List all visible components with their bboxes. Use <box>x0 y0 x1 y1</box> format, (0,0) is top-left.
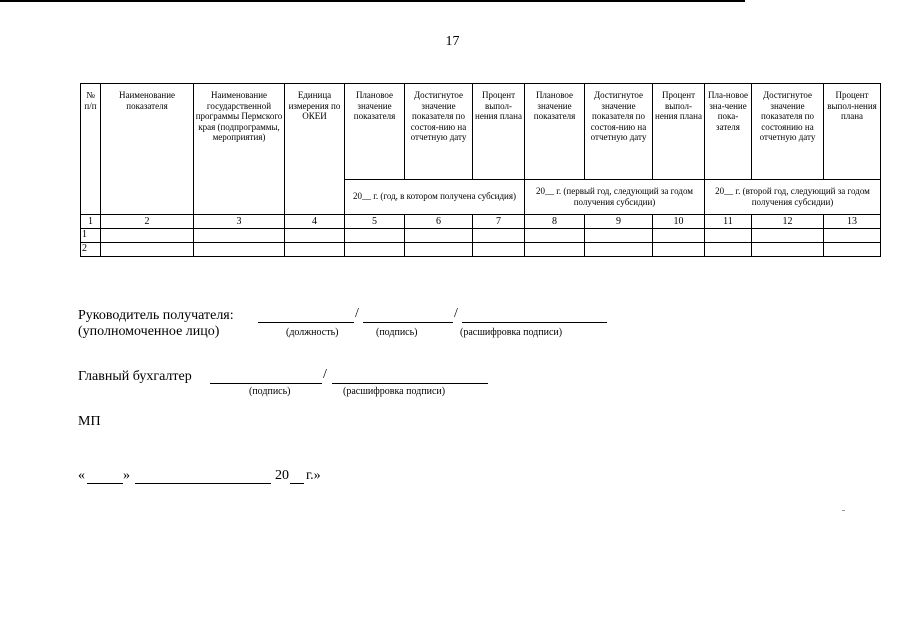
decoding-caption: (расшифровка подписи) <box>460 327 563 338</box>
header-cell-number: № п/п <box>81 84 101 215</box>
column-number: 7 <box>473 214 525 228</box>
slash-separator: / <box>355 306 359 321</box>
table-cell <box>194 242 285 256</box>
table-header-row <box>81 84 881 180</box>
table-cell <box>194 228 285 242</box>
header-cell-achieved-y2: Достигнутое значение показателя по состоя-нию на отчетную дату <box>585 84 653 180</box>
table-cell <box>752 228 824 242</box>
indicators-table <box>80 83 881 257</box>
header-cell-percent-y1: Процент выпол-нения плана <box>473 84 525 180</box>
table-cell <box>101 228 194 242</box>
table-cell <box>345 242 405 256</box>
date-month-line <box>135 483 271 484</box>
date-year: 20 <box>275 468 289 483</box>
year-group-second-year: 20__ г. (второй год, следующий за годом получения субсидии) <box>705 179 881 214</box>
date-close-quote: » <box>123 468 130 483</box>
table-cell <box>585 242 653 256</box>
column-number: 4 <box>285 214 345 228</box>
accountant-signature-line <box>210 383 322 384</box>
table-cell <box>285 228 345 242</box>
column-number: 9 <box>585 214 653 228</box>
table-cell <box>473 228 525 242</box>
table-cell <box>345 228 405 242</box>
accountant-label: Главный бухгалтер <box>78 369 192 384</box>
accountant-decoding-caption: (расшифровка подписи) <box>343 386 446 397</box>
table-cell <box>653 242 705 256</box>
table-row <box>81 242 881 256</box>
table-cell <box>285 242 345 256</box>
slash-separator: / <box>323 367 327 382</box>
date-open-quote: « <box>78 468 85 483</box>
table-cell <box>585 228 653 242</box>
decoding-line <box>462 322 607 323</box>
column-number: 13 <box>824 214 881 228</box>
accountant-decoding-line <box>332 383 488 384</box>
table-cell <box>405 228 473 242</box>
table-cell <box>101 242 194 256</box>
table-cell <box>824 242 881 256</box>
scan-speck <box>842 510 845 511</box>
page-number: 17 <box>445 34 460 49</box>
header-cell-achieved-y3: Достигнутое значение показателя по состоянию на отчетную дату <box>752 84 824 180</box>
header-cell-achieved-y1: Достигнутое значение показателя по состоя-нию на отчетную дату <box>405 84 473 180</box>
top-edge-line <box>0 0 745 2</box>
column-number: 1 <box>81 214 101 228</box>
date-day-line <box>87 483 123 484</box>
table-cell <box>705 228 752 242</box>
year-group-first-year: 20__ г. (первый год, следующий за годом получения субсидии) <box>525 179 705 214</box>
table-row <box>81 228 881 242</box>
column-number: 12 <box>752 214 824 228</box>
date-year-line <box>290 483 304 484</box>
header-cell-plan-y1: Плановое значение показателя <box>345 84 405 180</box>
table-cell <box>525 242 585 256</box>
head-sublabel: (уполномоченное лицо) <box>78 324 220 339</box>
stamp-placeholder: МП <box>78 414 101 429</box>
signature-line <box>363 322 453 323</box>
table-cell <box>473 242 525 256</box>
year-group-subsidy-year: 20__ г. (год, в котором получена субсидия) <box>345 179 525 214</box>
position-caption: (должность) <box>286 327 339 338</box>
column-number: 3 <box>194 214 285 228</box>
slash-separator: / <box>454 306 458 321</box>
column-number: 10 <box>653 214 705 228</box>
header-cell-plan-y2: Плановое значение показателя <box>525 84 585 180</box>
accountant-signature-caption: (подпись) <box>249 386 291 397</box>
header-cell-unit: Единица измерения по ОКЕИ <box>285 84 345 215</box>
position-line <box>258 322 354 323</box>
table-cell <box>824 228 881 242</box>
table-cell <box>525 228 585 242</box>
column-number: 11 <box>705 214 752 228</box>
date-year-suffix: г.» <box>306 468 321 483</box>
signature-caption: (подпись) <box>376 327 418 338</box>
column-number-row <box>81 214 881 228</box>
column-number: 2 <box>101 214 194 228</box>
row-index: 1 <box>81 228 101 242</box>
header-cell-plan-y3: Пла-новое зна-чение пока-зателя <box>705 84 752 180</box>
header-cell-program-name: Наименование государственной программы Пермского края (подпрограммы, мероприятия) <box>194 84 285 215</box>
head-label: Руководитель получателя: <box>78 308 234 323</box>
column-number: 8 <box>525 214 585 228</box>
header-cell-percent-y2: Процент выпол-нения плана <box>653 84 705 180</box>
header-cell-percent-y3: Процент выпол-нения плана <box>824 84 881 180</box>
header-cell-indicator-name: Наименование показателя <box>101 84 194 215</box>
table-cell <box>705 242 752 256</box>
row-index: 2 <box>81 242 101 256</box>
table-cell <box>653 228 705 242</box>
table-cell <box>752 242 824 256</box>
column-number: 6 <box>405 214 473 228</box>
column-number: 5 <box>345 214 405 228</box>
table-cell <box>405 242 473 256</box>
